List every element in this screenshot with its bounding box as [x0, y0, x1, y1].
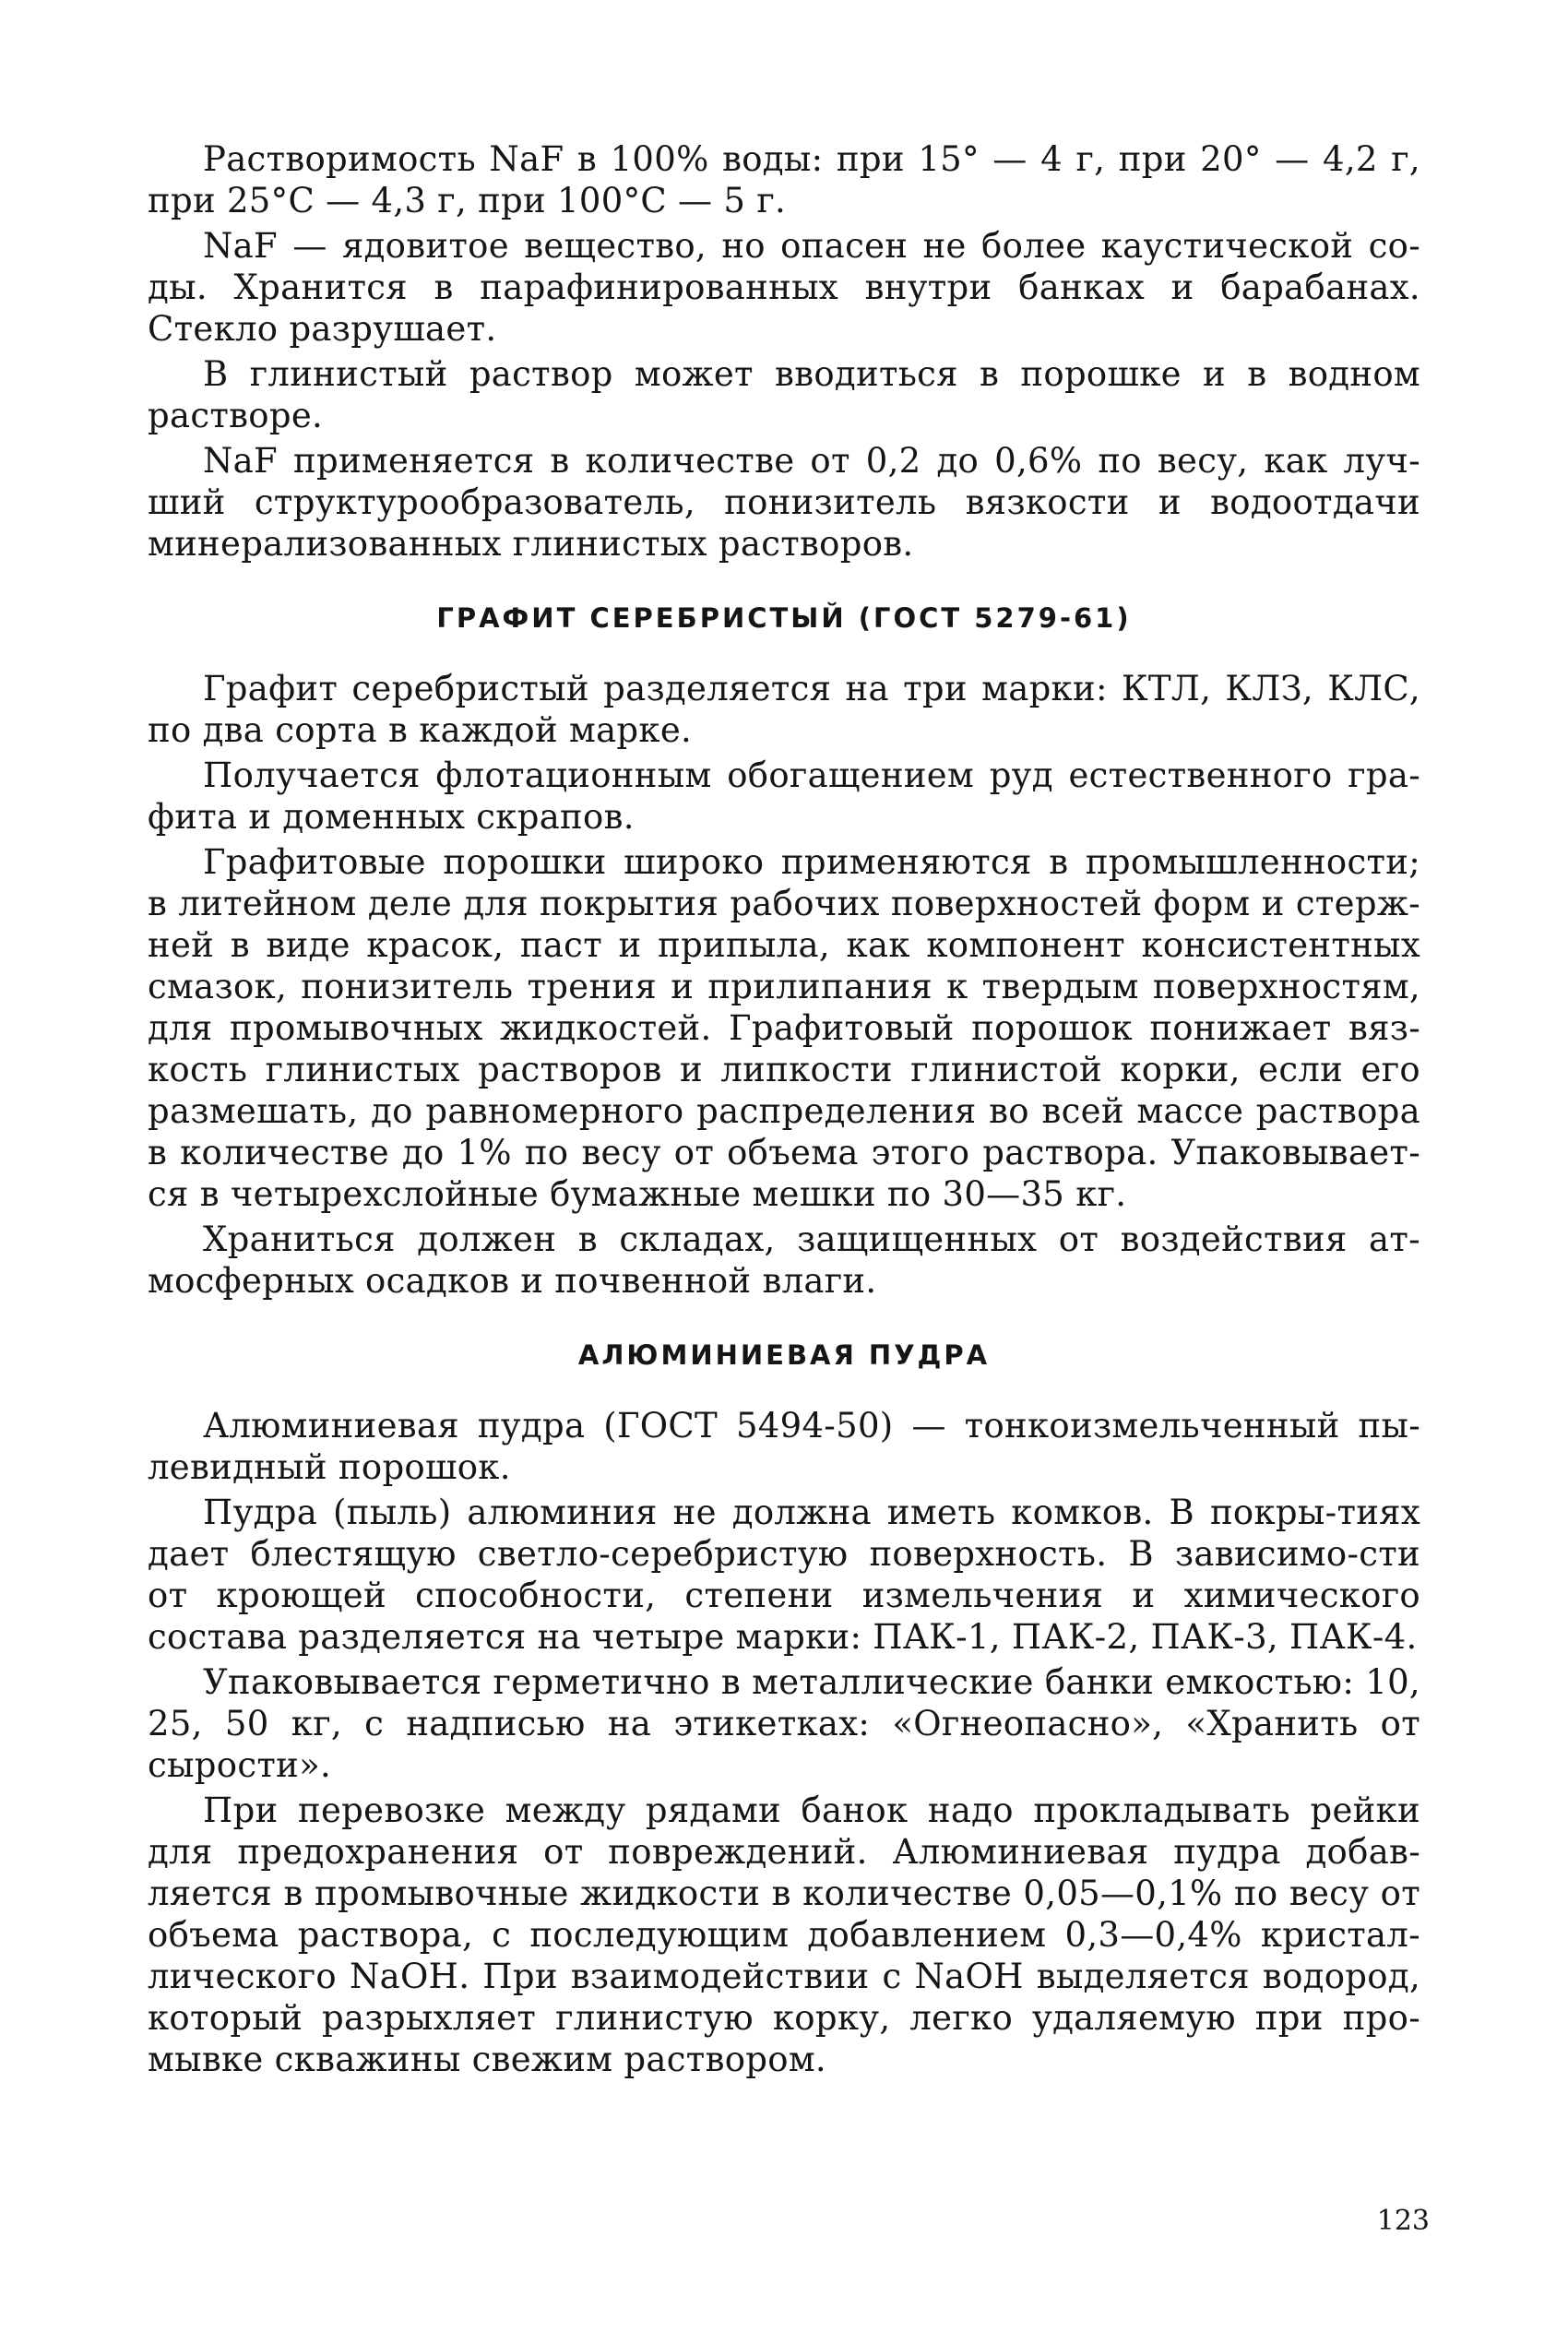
paragraph-graphite-applications: Графитовые порошки широко применяются в промышленности; в литейном деле для покрытия рабочих поверхностей форм и стерж-ней в виде красок, паст и припыла, как компонент консистентных смазок, понизитель трения и прилипания к твердым поверхностям, для промывочных жидкостей. Графитовый порошок понижает вяз-кость глинистых растворов и липкости глинистой корки, если его размешать, до равномерного распределения во всей массе раствора в количестве до 1% по весу от объема этого раствора. Упаковывает-ся в четырехслойные бумажные мешки по 30—35 кг. — [148, 842, 1420, 1214]
paragraph-aluminum-packaging: Упаковывается герметично в металлические банки емкостью: 10, 25, 50 кг, с надписью на этикетках: «Огнеопасно», «Хранить от сырости». — [148, 1662, 1420, 1785]
paragraph-graphite-grades: Графит серебристый разделяется на три марки: КТЛ, КЛЗ, КЛС, по два сорта в каждой марке. — [148, 669, 1420, 750]
paragraph-aluminum-transport-usage: При перевозке между рядами банок надо прокладывать рейки для предохранения от повреждений. Алюминиевая пудра добав-ляется в промывочные жидкости в количестве 0,05—0,1% по весу от объема раствора, с последующим добавлением 0,3—0,4% кристал-лического NaOH. При взаимодействии с NaOH выделяется водород, который разрыхляет глинистую корку, легко удаляемую при про-мывке скважины свежим раствором. — [148, 1791, 1420, 2079]
paragraph-graphite-storage: Храниться должен в складах, защищенных от воздействия ат-мосферных осадков и почвенной влаги. — [148, 1220, 1420, 1301]
paragraph-aluminum-definition: Алюминиевая пудра (ГОСТ 5494-50) — тонкоизмельченный пы-левидный порошок. — [148, 1406, 1420, 1487]
heading-graphite: ГРАФИТ СЕРЕБРИСТЫЙ (ГОСТ 5279-61) — [436, 602, 1132, 634]
heading-aluminum-powder: АЛЮМИНИЕВАЯ ПУДРА — [577, 1339, 991, 1371]
paragraph-naf-introduction: В глинистый раствор может вводиться в порошке и в водном растворе. — [148, 354, 1420, 435]
paragraph-naf-toxicity: NaF — ядовитое вещество, но опасен не более каустической со-ды. Хранится в парафинированных внутри банках и барабанах. Стекло разрушает. — [148, 226, 1420, 349]
page-number: 123 — [1376, 2205, 1430, 2237]
paragraph-naf-usage: NaF применяется в количестве от 0,2 до 0,6% по весу, как луч-ший структурообразователь, понизитель вязкости и водоотдачи минерализованных глинистых растворов. — [148, 441, 1420, 564]
book-page — [148, 138, 1420, 2260]
paragraph-graphite-production: Получается флотационным обогащением руд естественного гра-фита и доменных скрапов. — [148, 756, 1420, 837]
paragraph-aluminum-grades: Пудра (пыль) алюминия не должна иметь комков. В покры-тиях дает блестящую светло-серебристую поверхность. В зависимо-сти от кроющей способности, степени измельчения и химического состава разделяется на четыре марки: ПАК-1, ПАК-2, ПАК-3, ПАК-4. — [148, 1493, 1420, 1657]
paragraph-naf-solubility: Растворимость NaF в 100% воды: при 15° — 4 г, при 20° — 4,2 г, при 25°С — 4,3 г, при 100°С — 5 г. — [148, 139, 1420, 220]
